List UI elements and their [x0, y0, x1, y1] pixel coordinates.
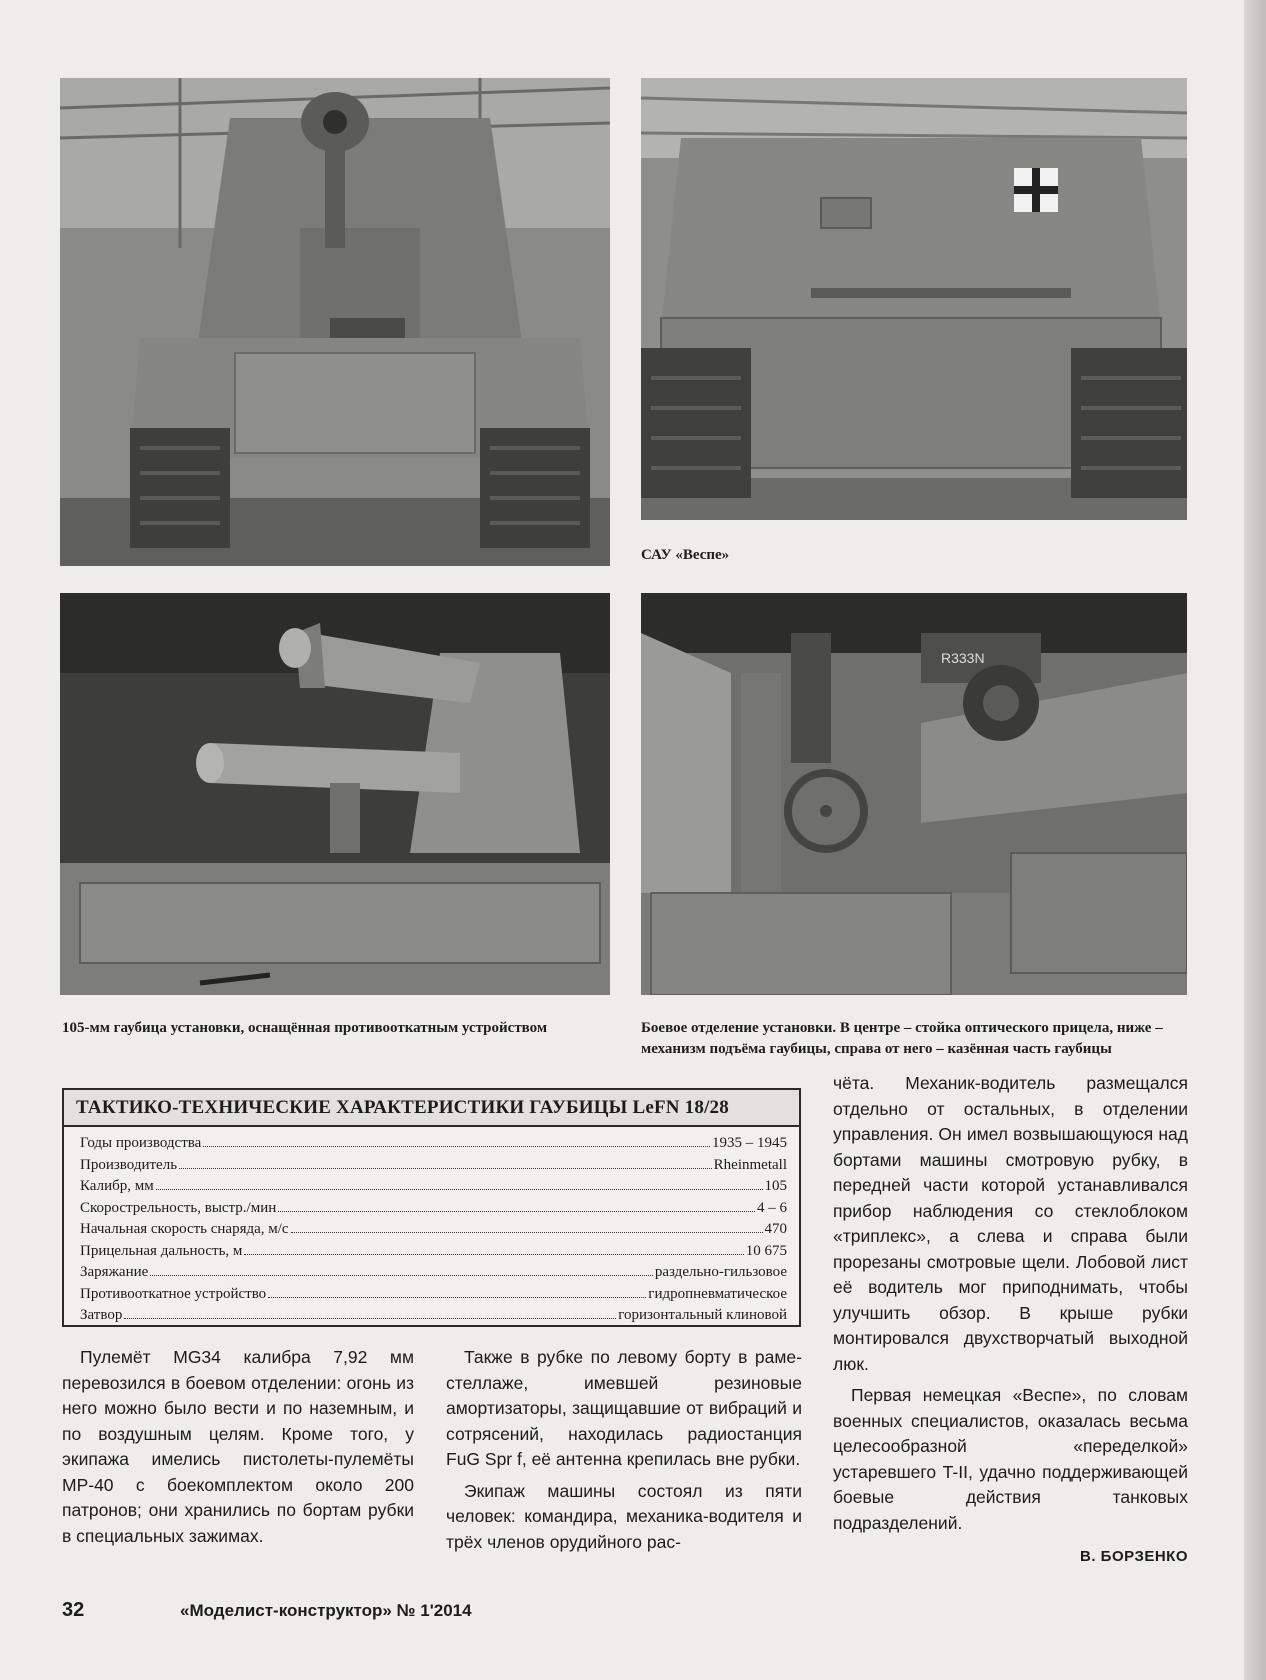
- paragraph: Также в рубке по левому борту в раме-стеллаже, имевшей резиновые амортизаторы, защищавшие от вибраций и сотрясений, находилась радиостанция FuG Spr f, её антенна крепилась вне рубки.: [446, 1347, 802, 1469]
- spec-row: [80, 1305, 787, 1327]
- paragraph: Первая немецкая «Веспе», по словам военных специалистов, оказалась весьма целесообразной «переделкой» устаревшего T-II, удачно поддерживающей боевые действия танковых подразделений.: [833, 1385, 1188, 1533]
- spec-value: гидропневматическое: [648, 1285, 787, 1302]
- spec-value: горизонтальный клиновой: [618, 1307, 787, 1323]
- spec-value: Rheinmetall: [713, 1156, 787, 1173]
- spec-row: [80, 1241, 787, 1263]
- spec-row: [80, 1284, 787, 1306]
- magazine-title: «Моделист-конструктор» № 1'2014: [180, 1601, 472, 1620]
- paragraph: Экипаж машины состоял из пяти человек: командира, механика-водителя и трёх членов орудийного рас-: [446, 1480, 802, 1552]
- spec-label: Прицельная дальность, м: [80, 1242, 243, 1259]
- spec-row: [80, 1198, 787, 1220]
- article-column-1: [62, 1345, 414, 1549]
- page-number: 32: [62, 1599, 85, 1621]
- caption-rear-view: САУ «Веспе»: [641, 547, 730, 563]
- spec-label: Производитель: [80, 1156, 178, 1173]
- spec-row: [80, 1219, 787, 1241]
- spec-label: Годы производства: [80, 1135, 202, 1151]
- paragraph: Пулемёт MG34 калибра 7,92 мм перевозился в боевом отделении: огонь из него можно было вести и по наземным, и по воздушным целям. Кроме того, у экипажа имелись пистолеты-пулемёты MP-40 с боекомплектом около 200 патронов; они хранились по бортам рубки в специальных зажимах.: [62, 1347, 414, 1546]
- spec-label: Заряжание: [80, 1264, 149, 1280]
- spec-label: Скорострельность, выстр./мин: [80, 1199, 277, 1216]
- spec-value: 105: [764, 1178, 787, 1194]
- page-edge-shadow: [1244, 0, 1266, 1680]
- specs-title: ТАКТИКО-ТЕХНИЧЕСКИЕ ХАРАКТЕРИСТИКИ ГАУБИЦЫ LeFN 18/28: [64, 1090, 799, 1127]
- caption-howitzer-barrel: 105-мм гаубица установки, оснащённая противооткатным устройством: [62, 1020, 548, 1036]
- svg-text:R333N: R333N: [941, 650, 985, 666]
- paragraph: чёта. Механик-водитель размещался отдельно от остальных, в отделении управления. Он имел возвышающуюся над бортами машины смотровую рубку, в передней части которой устанавливался прибор наблюдения со стеклоблоком «триплекс», а слева и справа были прорезаны смотровые щели. Лобовой лист её водитель мог приподнимать, чтобы улучшить обзор. В крыше рубки монтировался двухстворчатый выходной люк.: [833, 1073, 1188, 1374]
- specs-table: [62, 1088, 801, 1327]
- specs-rows: [64, 1127, 799, 1327]
- spec-row: [80, 1133, 787, 1155]
- howitzer-barrel-photo: [60, 593, 610, 995]
- spec-value: 470: [764, 1221, 787, 1237]
- tank-rear-photo: [641, 78, 1187, 520]
- spec-value: 1935 – 1945: [712, 1135, 787, 1151]
- spec-label: Начальная скорость снаряда, м/с: [80, 1221, 289, 1237]
- fighting-compartment-photo: [641, 593, 1187, 995]
- tank-front-photo: [60, 78, 610, 566]
- spec-row: [80, 1155, 787, 1177]
- article-column-2: [446, 1345, 802, 1555]
- article-author: В. БОРЗЕНКО: [1080, 1548, 1188, 1565]
- spec-label: Калибр, мм: [80, 1178, 154, 1194]
- spec-row: [80, 1262, 787, 1284]
- spec-label: Затвор: [80, 1307, 123, 1323]
- spec-label: Противооткатное устройство: [80, 1285, 267, 1302]
- caption-fighting-compartment: Боевое отделение установки. В центре – стойка оптического прицела, ниже – механизм подъёма гаубицы, справа от него – казённая часть гаубицы: [641, 1020, 1163, 1057]
- article-column-3: [833, 1071, 1188, 1536]
- spec-value: раздельно-гильзовое: [654, 1264, 787, 1280]
- spec-value: 10 675: [745, 1242, 787, 1259]
- spec-row: [80, 1176, 787, 1198]
- spec-value: 4 – 6: [757, 1199, 787, 1216]
